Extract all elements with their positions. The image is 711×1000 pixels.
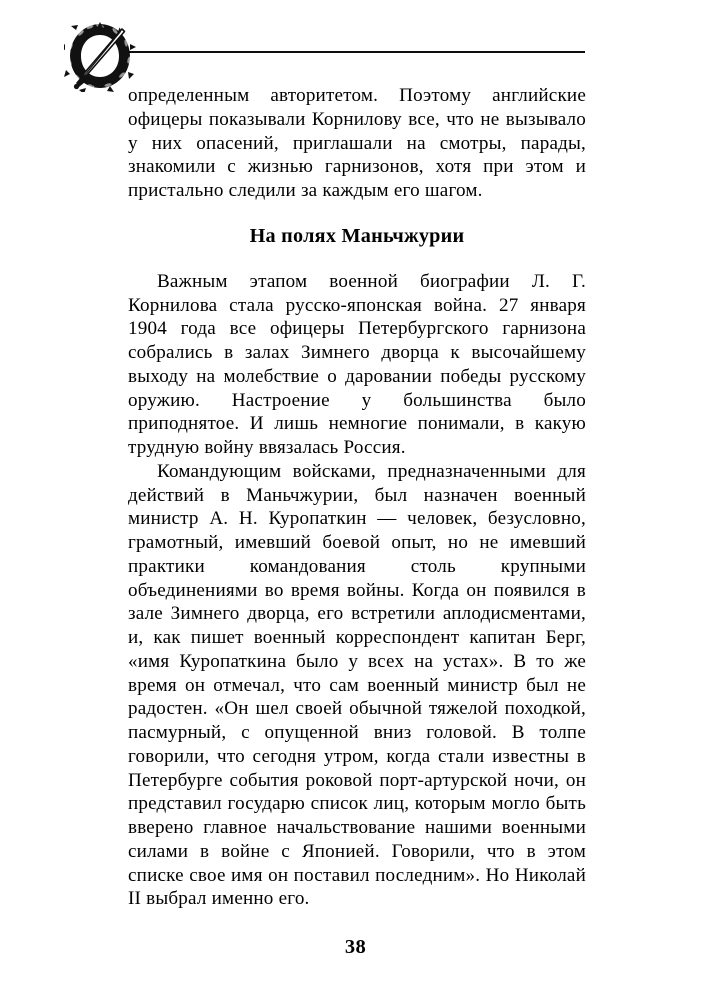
paragraph-continued: определенным авторитетом. Поэтому английские офицеры показывали Корнилову все, что не вызывало у них опасений, приглашали на смотры, парады, знакомили с жизнью гарнизонов, хотя при этом и пристально следили за каждым его шагом. [128, 85, 586, 201]
spacer-above-heading [128, 203, 586, 224]
section-heading: На полях Маньчжурии [249, 224, 465, 247]
running-head [0, 0, 711, 90]
page-number: 38 [344, 936, 367, 958]
wreath-with-sword-ornament-icon [64, 20, 136, 92]
spacer-below-heading [128, 248, 586, 270]
page-text-block [128, 84, 586, 911]
paragraph-2: Важным этапом военной биографии Л. Г. Корнилова стала русско-японская война. 27 января 1904 года все офицеры Петербургского гарнизона собрались в залах Зимнего дворца к высочайшему выходу на молебствие о даровании победы русскому оружию. Настроение у большинства было приподнятое. И лишь немногие понимали, в какую трудную войну ввязалась Россия. [128, 270, 586, 458]
paragraph-3: Командующим войсками, предназначенными для действий в Маньчжурии, был назначен военный министр А. Н. Куропаткин — человек, безусловно, грамотный, имевший боевой опыт, но не имевший практики командования столь крупными объединениями во время войны. Когда он появился в зале Зимнего дворца, его встретили аплодисментами, и, как пишет военный корреспондент капитан Берг, «имя Куропаткина было у всех на устах». В то же время он отмечал, что сам военный министр был не радостен. «Он шел своей обычной тяжелой походкой, пасмурный, с опущенной вниз головой. В толпе говорили, что сегодня утром, когда стали известны в Петербурге события роковой порт-артурской ночи, он представил государю список лиц, которым могло быть вверено главное начальствование нашими военными силами в войне с Японией. Говорили, что в этом списке свое имя он поставил последним». Но Николай II выбрал именно его. [128, 460, 586, 910]
header-rule-divider [128, 51, 585, 53]
